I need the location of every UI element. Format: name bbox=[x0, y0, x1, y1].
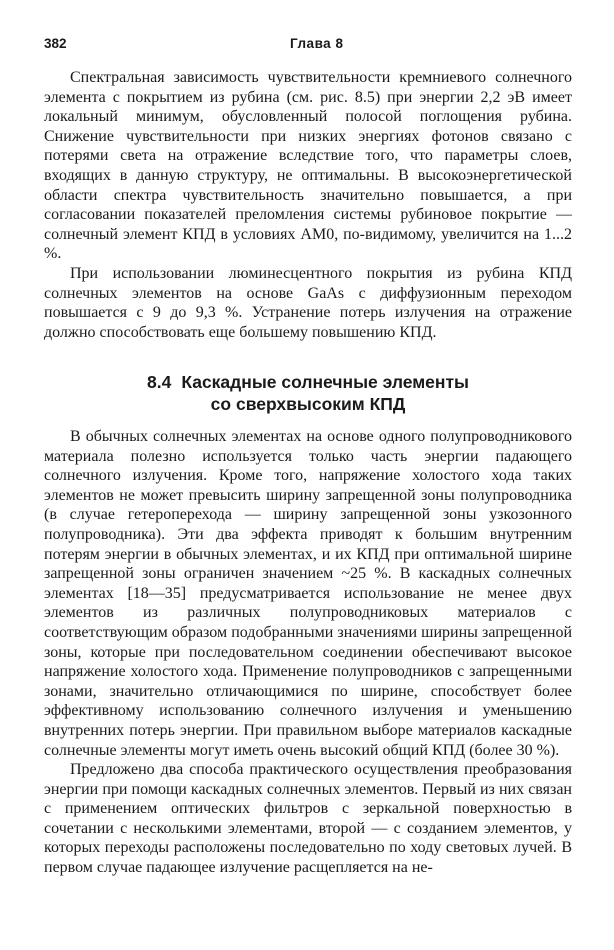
section-title-part-2: со сверхвысоким КПД bbox=[210, 394, 406, 414]
section-heading bbox=[44, 371, 572, 415]
text-block-after-section bbox=[44, 427, 572, 878]
text-block-before-section bbox=[44, 68, 572, 342]
paragraph: Предложено два способа практического осуществления преобразования энергии при помощи каскадных солнечных элементов. Первый из них связан с применением оптических фильтров с зеркальной поверхностью в сочетании с несколькими элементами, второй — с созданием элементов, у которых переходы расположены последовательно по ходу световых лучей. В первом случае падающее излучение расщепляется на не- bbox=[44, 761, 572, 877]
section-heading-line-1 bbox=[44, 371, 572, 393]
paragraph: В обычных солнечных элементах на основе одного полупроводникового материала полезно используется только часть энергии падающего солнечного излучения. Кроме того, напряжение холостого хода таких элементов не может превысить ширину запрещенной зоны полупроводника (в случае гетероперехода — ширину запрещенной зоны узкозонного полупроводника). Эти два эффекта приводят к большим внутренним потерям энергии в обычных элементах, и их КПД при оптимальной ширине запрещенной зоны ограничен значением ~25 %. В каскадных солнечных элементах [18—35] предусматривается использование не менее двух элементов из различных полупроводниковых материалов с соответствующим образом подобранными значениями ширины запрещенной зоны, которые при последовательном соединении обеспечивают высокое напряжение холостого хода. Применение полупроводников с запрещенными зонами, значительно отличающимися по ширине, способствует более эффективному использованию солнечного излучения и уменьшению внутренних потерь энергии. При правильном выборе материалов каскадные солнечные элементы могут иметь очень высокий общий КПД (более 30 %). bbox=[44, 428, 572, 759]
section-number: 8.4 bbox=[146, 372, 172, 392]
page-number: 382 bbox=[44, 36, 67, 51]
section-title-part-1: Каскадные солнечные элементы bbox=[181, 372, 470, 392]
page-header bbox=[44, 36, 572, 56]
running-head: Глава 8 bbox=[290, 36, 344, 51]
paragraph: При использовании люминесцентного покрытия из рубина КПД солнечных элементов на основе GaAs с диффузионным переходом повышается с 9 до 9,3 %. Устранение потерь излучения на отражение должно способствовать еще большему повышению КПД. bbox=[44, 264, 572, 341]
paragraph: Спектральная зависимость чувствительности кремниевого солнечного элемента с покрытием из рубина (см. рис. 8.5) при энергии 2,2 эВ имеет локальный минимум, обусловленный полосой поглощения рубина. Снижение чувствительности при низких энергиях фотонов связано с потерями света на отражение вследствие того, что параметры слоев, входящих в данную структуру, не оптимальны. В высокоэнергетической области спектра чувствительность значительно повышается, а при согласовании показателей преломления системы рубиновое покрытие — солнечный элемент КПД в условиях АМ0, по-видимому, увеличится на 1...2 %. bbox=[44, 69, 572, 263]
